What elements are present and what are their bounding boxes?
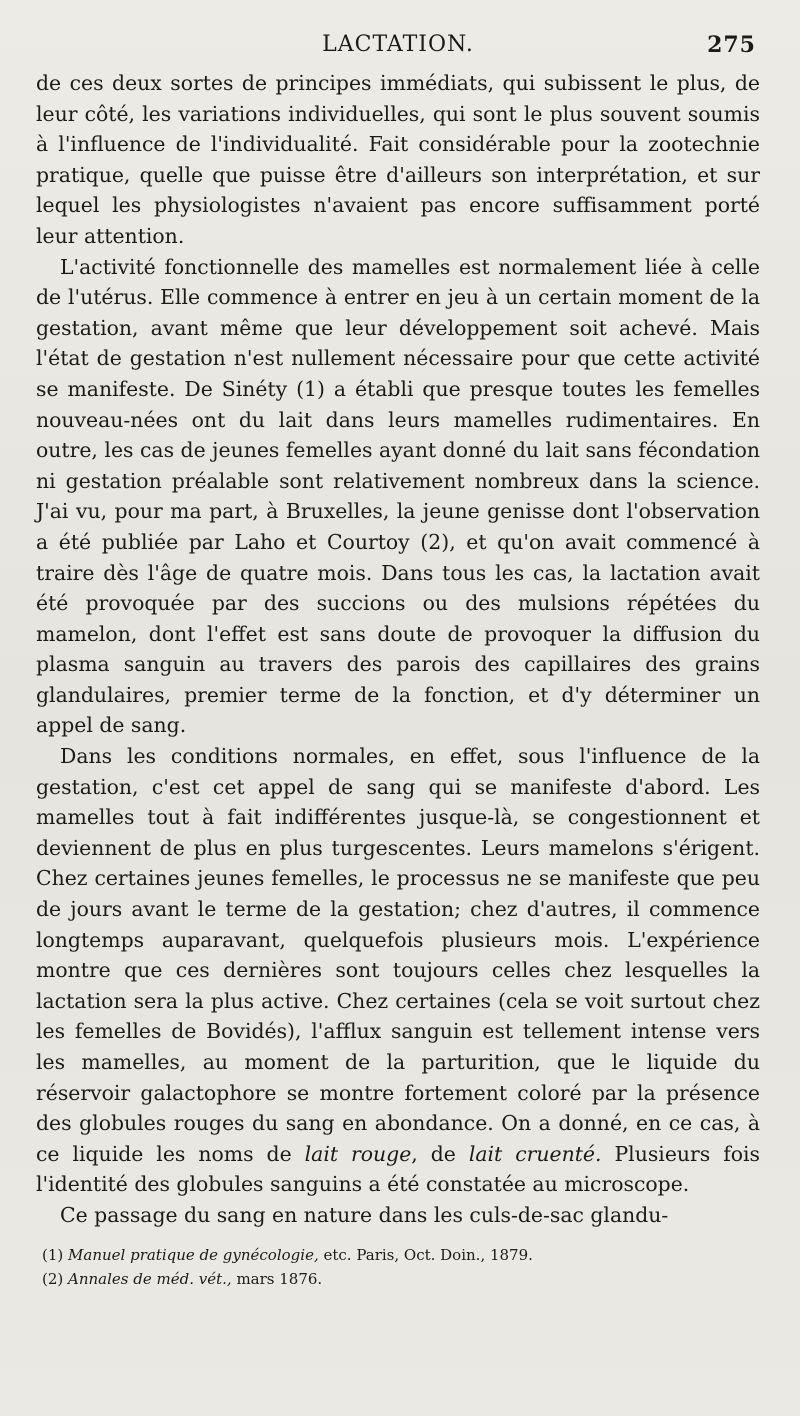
paragraph-2: L'activité fonctionnelle des mamelles est normalement liée à celle de l'utérus. Elle commence à entrer en jeu à un certain moment de la gestation, avant même que leur développement soit achevé. Mais l'état de gestation n'est nullement nécessaire pour que cette activité se manifeste. De Sinéty (1) a établi que presque toutes les femelles nouveau-nées ont du lait dans leurs mamelles rudimentaires. En outre, les cas de jeunes femelles ayant donné du lait sans fécondation ni gestation préalable sont relativement nombreux dans la science. J'ai vu, pour ma part, à Bruxelles, la jeune genisse dont l'observation a été publiée par Laho et Courtoy (2), et qu'on avait commencé à traire dès l'âge de quatre mois. Dans tous les cas, la lactation avait été provoquée par des succions ou des mulsions répétées du mamelon, dont l'effet est sans doute de provoquer la diffusion du plasma sanguin au travers des parois des capillaires des grains glandulaires, premier terme de la fonction, et d'y déterminer un appel de sang. bbox=[36, 254, 760, 738]
page-number: 275 bbox=[707, 32, 756, 58]
paragraph-4: Ce passage du sang en nature dans les culs-de-sac glandu- bbox=[60, 1202, 669, 1227]
footnote-2 bbox=[42, 1267, 760, 1291]
footnote-citation: etc. Paris, Oct. Doin., 1879. bbox=[318, 1245, 533, 1264]
paragraph-3-text-b: , de bbox=[411, 1141, 456, 1166]
footnote-citation: mars 1876. bbox=[231, 1269, 323, 1288]
paragraph-1: de ces deux sortes de principes immédiats, qui subissent le plus, de leur côté, les variations individuelles, qui sont le plus souvent soumis à l'influence de l'individualité. Fait considérable pour la zootechnie pratique, quelle que puisse être d'ailleurs son interprétation, et sur lequel les physiologistes n'avaient pas encore suffisamment porté leur attention. bbox=[36, 71, 760, 248]
paragraph-3 bbox=[36, 741, 760, 1200]
running-header bbox=[36, 28, 760, 68]
footnote-marker: (2) bbox=[42, 1269, 64, 1288]
footnote-marker: (1) bbox=[42, 1245, 64, 1264]
italic-term-lait-rouge: lait rouge bbox=[304, 1141, 412, 1166]
footnote-1 bbox=[42, 1243, 760, 1267]
footnote-title: Annales de méd. vét., bbox=[68, 1269, 232, 1288]
italic-term-lait-cruente: lait cruenté. bbox=[468, 1141, 602, 1166]
main-text bbox=[36, 68, 760, 1231]
running-title: LACTATION. bbox=[322, 32, 474, 57]
footnote-title: Manuel pratique de gynécologie, bbox=[68, 1245, 319, 1264]
paragraph-3-text-c: Plusieurs fois l'identité des globules sanguins a été constatée au microscope. bbox=[36, 1141, 761, 1197]
footnotes bbox=[36, 1243, 760, 1291]
paragraph-3-text-a: Dans les conditions normales, en effet, sous l'influence de la gestation, c'est cet appel de sang qui se manifeste d'abord. Les mamelles tout à fait indifférentes jusque-là, se congestionnent et deviennent de plus en plus turgescentes. Leurs mamelons s'érigent. Chez certaines jeunes femelles, le processus ne se manifeste que peu de jours avant le terme de la gestation; chez d'autres, il commence longtemps auparavant, quelquefois plusieurs mois. L'expérience montre que ces dernières sont toujours celles chez lesquelles la lactation sera la plus active. Chez certaines (cela se voit surtout chez les femelles de Bovidés), l'afflux sanguin est tellement intense vers les mamelles, au moment de la parturition, que le liquide du réservoir galactophore se montre fortement coloré par la présence des globules rouges du sang en abondance. On a donné, en ce cas, à ce liquide les noms de bbox=[36, 744, 760, 1166]
